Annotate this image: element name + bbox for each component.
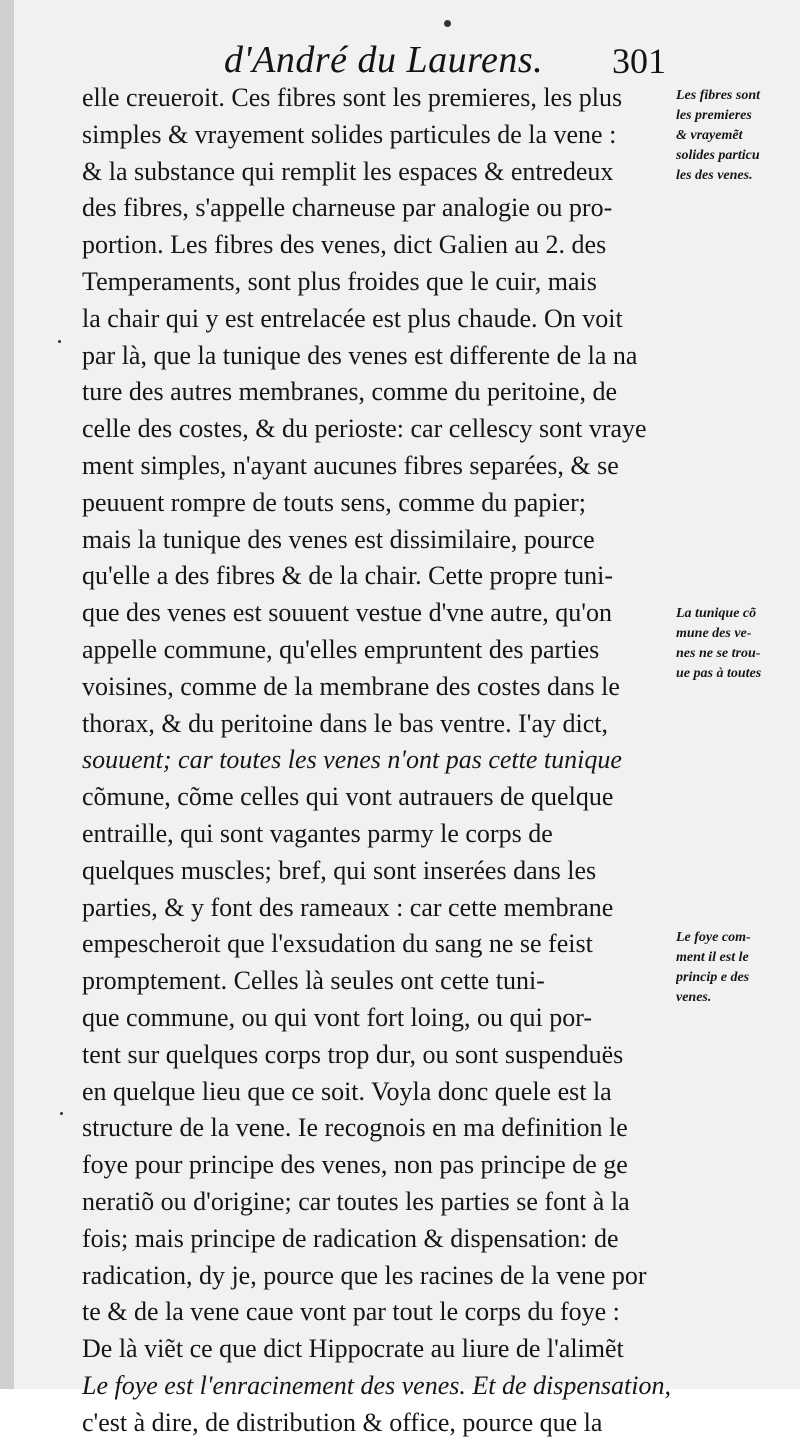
text-line: foye pour principe des venes, non pas principe de ge — [82, 1150, 628, 1180]
text-line: des fibres, s'appelle charneuse par analogie ou pro- — [82, 193, 613, 223]
text-line: portion. Les fibres des venes, dict Galien au 2. des — [82, 230, 607, 260]
text-line: fois; mais principe de radication & dispensation: de — [82, 1223, 619, 1253]
text-line: thorax, & du peritoine dans le bas ventre. I'ay dict, — [82, 708, 608, 738]
text-line: la chair qui y est entrelacée est plus chaude. On voit — [82, 303, 623, 333]
text-line: promptement. Celles là seules ont cette tuni- — [82, 966, 545, 996]
ink-speck — [58, 340, 61, 343]
text-line: radication, dy je, pource que les racines de la vene por — [82, 1260, 647, 1290]
text-line: De là viẽt ce que dict Hippocrate au liure de l'alimẽt — [82, 1334, 624, 1364]
margin-note-line: mune des ve- — [676, 626, 752, 641]
text-line: que commune, ou qui vont fort loing, ou qui por- — [82, 1002, 593, 1032]
ink-speck — [444, 20, 451, 27]
text-line: en quelque lieu que ce soit. Voyla donc quele est la — [82, 1076, 612, 1106]
margin-note-line: venes. — [676, 990, 712, 1005]
page-header — [224, 32, 684, 82]
text-line: celle des costes, & du perioste: car cellescy sont vraye — [82, 414, 647, 444]
text-line: mais la tunique des venes est dissimilaire, pource — [82, 524, 595, 554]
text-line: empescheroit que l'exsudation du sang ne se feist — [82, 929, 593, 959]
margin-note-line: solides particu — [676, 148, 760, 163]
text-line: structure de la vene. Ie recognois en ma definition le — [82, 1113, 628, 1143]
text-line: quelques muscles; bref, qui sont inserées dans les — [82, 855, 597, 885]
text-line: & la substance qui remplit les espaces & entredeux — [82, 156, 614, 186]
margin-note-foye — [676, 928, 800, 1008]
text-line: tent sur quelques corps trop dur, ou sont suspenduës — [82, 1039, 624, 1069]
text-line: cõmune, cõme celles qui vont autrauers de quelque — [82, 782, 614, 812]
margin-note-fibres — [676, 86, 800, 186]
margin-note-line: ment il est le — [676, 950, 749, 965]
text-line: souuent; car toutes les venes n'ont pas cette tunique — [82, 745, 622, 775]
text-line: peuuent rompre de touts sens, comme du papier; — [82, 487, 586, 517]
body-text — [82, 80, 682, 1441]
margin-note-line: les premieres — [676, 108, 752, 123]
text-line: elle creueroit. Ces fibres sont les premieres, les plus — [82, 83, 623, 112]
margin-note-line: Les fibres sont — [676, 88, 760, 103]
text-line: ture des autres membranes, comme du peritoine, de — [82, 377, 617, 407]
text-line: qu'elle a des fibres & de la chair. Cette propre tuni- — [82, 561, 613, 591]
text-line: par là, que la tunique des venes est differente de la na — [82, 340, 638, 370]
ink-speck — [60, 1112, 63, 1115]
text-line: neratiõ ou d'origine; car toutes les parties se font à la — [82, 1186, 630, 1216]
text-line: c'est à dire, de distribution & office, pource que la — [82, 1407, 603, 1437]
margin-note-line: princip e des — [676, 970, 750, 985]
text-line: simples & vrayement solides particules de la vene : — [82, 119, 617, 149]
margin-note-line: les des venes. — [676, 168, 753, 183]
text-line: Temperaments, sont plus froides que le cuir, mais — [82, 266, 597, 296]
text-line: Le foye est l'enracinement des venes. Et de dispensation, — [82, 1370, 671, 1400]
text-line: appelle commune, qu'elles empruntent des parties — [82, 634, 600, 664]
page-number: 301 — [612, 41, 666, 81]
text-line: voisines, comme de la membrane des costes dans le — [82, 671, 620, 701]
text-line: te & de la vene caue vont par tout le corps du foye : — [82, 1297, 620, 1327]
margin-note-line: & vrayemẽt — [676, 128, 743, 143]
text-line: ment simples, n'ayant aucunes fibres separées, & se — [82, 450, 619, 480]
text-line: parties, & y font des rameaux : car cette membrane — [82, 892, 614, 922]
margin-note-line: ue pas à toutes — [676, 666, 762, 681]
text-line: que des venes est souuent vestue d'vne autre, qu'on — [82, 598, 612, 628]
running-title: d'André du Laurens. — [224, 39, 544, 81]
margin-note-line: La tunique cõ — [676, 606, 757, 621]
margin-note-line: Le foye com- — [676, 930, 751, 945]
text-line: entraille, qui sont vagantes parmy le corps de — [82, 818, 553, 848]
margin-note-line: nes ne se trou- — [676, 646, 761, 661]
margin-note-tunique — [676, 604, 800, 684]
